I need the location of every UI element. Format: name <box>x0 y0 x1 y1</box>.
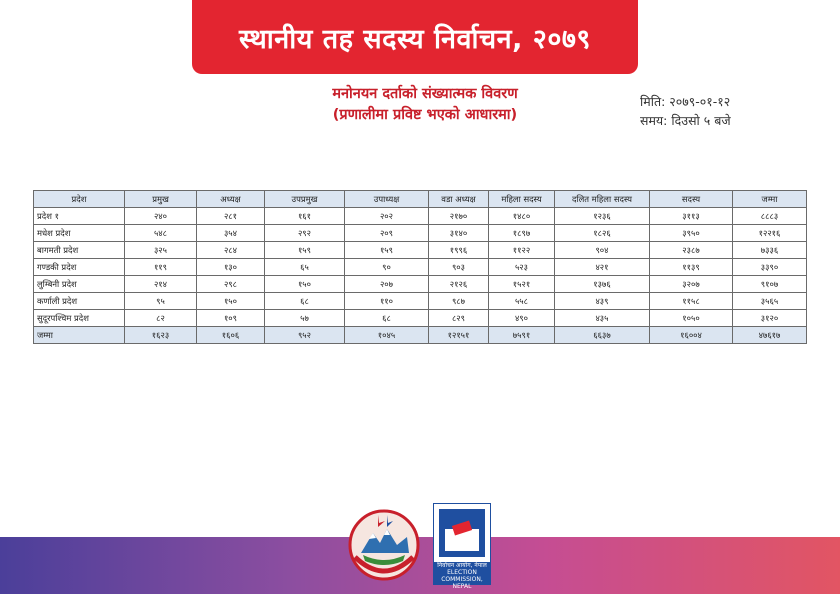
value-cell: २१२६ <box>429 276 489 293</box>
value-cell: १५० <box>197 293 265 310</box>
value-cell: ११९ <box>125 259 197 276</box>
value-cell: ४९० <box>489 310 555 327</box>
ec-caption-english: ELECTION COMMISSION, NEPAL <box>441 569 483 590</box>
value-cell: ५५८ <box>489 293 555 310</box>
value-cell: ३११३ <box>650 208 733 225</box>
province-name-cell: सुदूरपश्चिम प्रदेश <box>34 310 125 327</box>
subtitle-line-1: मनोनयन दर्ताको संख्यात्मक विवरण <box>332 86 518 102</box>
value-cell: १५० <box>265 276 345 293</box>
header-cell: महिला सदस्य <box>489 191 555 208</box>
date-time-block <box>640 92 731 130</box>
table-row <box>34 242 807 259</box>
value-cell: ९०३ <box>429 259 489 276</box>
header-cell: प्रमुख <box>125 191 197 208</box>
value-cell: ६६३७ <box>555 327 650 344</box>
value-cell: ४२१ <box>555 259 650 276</box>
value-cell: ३२०७ <box>650 276 733 293</box>
value-cell: १०५० <box>650 310 733 327</box>
province-name-cell: प्रदेश १ <box>34 208 125 225</box>
value-cell: २१४ <box>125 276 197 293</box>
nepal-emblem-icon <box>345 507 423 583</box>
value-cell: १५२१ <box>489 276 555 293</box>
province-name-cell: जम्मा <box>34 327 125 344</box>
value-cell: ४३५ <box>555 310 650 327</box>
header-cell: जम्मा <box>733 191 807 208</box>
value-cell: ३५६५ <box>733 293 807 310</box>
value-cell: १५९ <box>345 242 429 259</box>
value-cell: २०२ <box>345 208 429 225</box>
time-label: समय: दिउसो ५ बजे <box>640 113 731 128</box>
province-name-cell: गण्डकी प्रदेश <box>34 259 125 276</box>
election-commission-caption <box>433 562 491 590</box>
table-row <box>34 293 807 310</box>
value-cell: १२२१६ <box>733 225 807 242</box>
header-cell: वडा अध्यक्ष <box>429 191 489 208</box>
value-cell: ९० <box>345 259 429 276</box>
value-cell: २०७ <box>345 276 429 293</box>
subtitle-line-2: (प्रणालीमा प्रविष्ट भएको आधारमा) <box>332 107 518 123</box>
value-cell: ४७६१७ <box>733 327 807 344</box>
value-cell: ९८७ <box>429 293 489 310</box>
value-cell: १६०६ <box>197 327 265 344</box>
value-cell: ११५८ <box>650 293 733 310</box>
value-cell: ११२२ <box>489 242 555 259</box>
value-cell: १२१५१ <box>429 327 489 344</box>
value-cell: ९५२ <box>265 327 345 344</box>
value-cell: ३१४० <box>429 225 489 242</box>
table-body <box>34 208 807 344</box>
value-cell: ५७ <box>265 310 345 327</box>
province-name-cell: कर्णाली प्रदेश <box>34 293 125 310</box>
header-cell: उपाध्यक्ष <box>345 191 429 208</box>
ec-caption-nepali: निर्वाचन आयोग, नेपाल <box>437 562 487 569</box>
value-cell: ६८ <box>265 293 345 310</box>
subtitle-block <box>240 84 610 126</box>
nomination-table <box>33 190 807 344</box>
value-cell: १९९६ <box>429 242 489 259</box>
value-cell: १३७६ <box>555 276 650 293</box>
value-cell: १६००४ <box>650 327 733 344</box>
header-cell: सदस्य <box>650 191 733 208</box>
header-cell: उपप्रमुख <box>265 191 345 208</box>
value-cell: १८९७ <box>489 225 555 242</box>
value-cell: ११३९ <box>650 259 733 276</box>
value-cell: १४८० <box>489 208 555 225</box>
value-cell: ७३३६ <box>733 242 807 259</box>
value-cell: ३१२० <box>733 310 807 327</box>
value-cell: ३३९० <box>733 259 807 276</box>
table-header-row <box>34 191 807 208</box>
value-cell: ८२ <box>125 310 197 327</box>
value-cell: १५९ <box>265 242 345 259</box>
value-cell: १०४५ <box>345 327 429 344</box>
value-cell: ९०४ <box>555 242 650 259</box>
table-row <box>34 310 807 327</box>
value-cell: १२३६ <box>555 208 650 225</box>
value-cell: २०९ <box>345 225 429 242</box>
province-name-cell: लुम्बिनी प्रदेश <box>34 276 125 293</box>
value-cell: १०९ <box>197 310 265 327</box>
header-cell: अध्यक्ष <box>197 191 265 208</box>
province-name-cell: मधेश प्रदेश <box>34 225 125 242</box>
value-cell: २९२ <box>265 225 345 242</box>
value-cell: ३२५ <box>125 242 197 259</box>
value-cell: १६१ <box>265 208 345 225</box>
value-cell: ८२९ <box>429 310 489 327</box>
value-cell: ९५ <box>125 293 197 310</box>
table-row <box>34 208 807 225</box>
date-label: मिति: २०७९-०१-१२ <box>640 94 731 109</box>
value-cell: १८२६ <box>555 225 650 242</box>
value-cell: ५२३ <box>489 259 555 276</box>
header-cell: दलित महिला सदस्य <box>555 191 650 208</box>
value-cell: ११० <box>345 293 429 310</box>
table-row <box>34 276 807 293</box>
value-cell: ६८ <box>345 310 429 327</box>
value-cell: ३९५० <box>650 225 733 242</box>
value-cell: ४३९ <box>555 293 650 310</box>
value-cell: ३५४ <box>197 225 265 242</box>
table-row <box>34 225 807 242</box>
value-cell: ५४८ <box>125 225 197 242</box>
value-cell: ८८८३ <box>733 208 807 225</box>
header-cell: प्रदेश <box>34 191 125 208</box>
value-cell: २३८७ <box>650 242 733 259</box>
value-cell: ६५ <box>265 259 345 276</box>
value-cell: २१७० <box>429 208 489 225</box>
value-cell: २८१ <box>197 208 265 225</box>
value-cell: २८४ <box>197 242 265 259</box>
value-cell: ७५९१ <box>489 327 555 344</box>
table-row <box>34 259 807 276</box>
value-cell: १६२३ <box>125 327 197 344</box>
page-title: स्थानीय तह सदस्य निर्वाचन, २०७९ <box>239 23 591 55</box>
province-name-cell: बागमती प्रदेश <box>34 242 125 259</box>
title-banner <box>192 0 638 74</box>
value-cell: २४० <box>125 208 197 225</box>
value-cell: २९८ <box>197 276 265 293</box>
total-row <box>34 327 807 344</box>
value-cell: १३० <box>197 259 265 276</box>
value-cell: ९१०७ <box>733 276 807 293</box>
